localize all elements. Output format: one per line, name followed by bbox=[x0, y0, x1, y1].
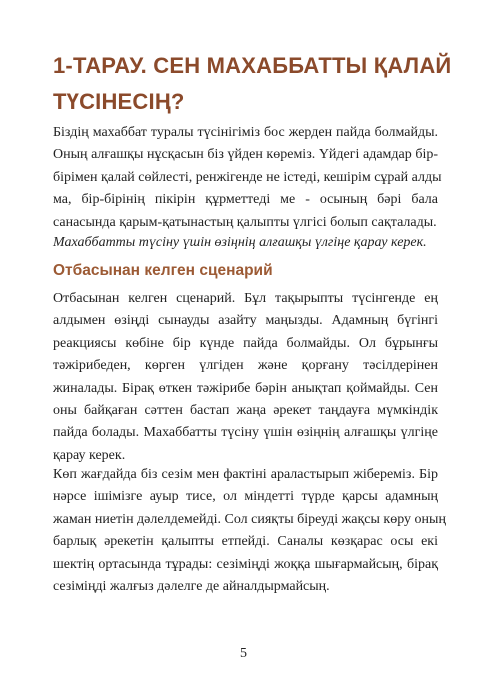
intro-paragraph bbox=[53, 122, 442, 234]
text-line: санасында қарым-қатынастың қалыпты үлгісі болып сақталады. bbox=[53, 214, 437, 230]
text-line: оны байқаған сәттен бастап жаңа әрекет таңдауға мүмкіндік bbox=[53, 403, 438, 419]
text-line: Оның алғашқы нұсқасын біз үйден көреміз. Үйдегі адамдар бір- bbox=[53, 147, 438, 163]
text-line: сезіміңді жалғыз дәлелге де айналдырмайсың. bbox=[53, 579, 330, 595]
text-line: жаман ниетін дәлелдемейді. Сол сияқты біреуді жақсы көру оның bbox=[53, 511, 446, 527]
text-line: бірімен қалай сөйлесті, ренжігенде не істеді, кешірім сұрай алды bbox=[53, 169, 442, 185]
text-line: нәрсе ішімізге ауыр тисе, ол міндетті түрде қарсы адамның bbox=[53, 489, 438, 505]
text-line: жиналады. Бірақ өткен тәжірибе бәрін анықтап қоймайды. Сен bbox=[53, 380, 438, 396]
text-line: тәжірибеден, көрген үлгіден және қорғану тәсілдерінен bbox=[53, 358, 438, 374]
text-line: Махаббатты түсіну үшін өзіңнің алғашқы үлгіңе қарау керек. bbox=[53, 235, 427, 250]
chapter-title bbox=[53, 48, 453, 120]
text-line: Көп жағдайда біз сезім мен фактіні араластырып жібереміз. Бір bbox=[53, 467, 438, 482]
text-line: қарау керек. bbox=[53, 447, 126, 463]
italic-emphasis bbox=[53, 232, 438, 254]
text-line: Отбасынан келген сценарий. Бұл тақырыпты түсінгенде ең bbox=[53, 291, 438, 306]
text-line: алдымен өзіңді сынауды азайту маңызды. Адамның бүгінгі bbox=[53, 313, 438, 329]
page-number: 5 bbox=[240, 646, 247, 661]
text-line: барлық әрекетін қалыпты етпейді. Саналы көзқарас осы екі bbox=[53, 534, 438, 550]
text-line: шектің ортасында тұрады: сезіміңді жоққа шығармайсың, бірақ bbox=[53, 556, 438, 572]
text-line: реакциясы көбіне бір күнде пайда болмайды. Ол бұрынғы bbox=[53, 335, 438, 351]
text-line: пайда болады. Махаббатты түсіну үшін өзіңнің алғашқы үлгіңе bbox=[53, 425, 438, 441]
text-line: Біздің махаббат туралы түсінігіміз бос жерден пайда болмайды. bbox=[53, 125, 438, 140]
chapter-title-line: 1-ТАРАУ. СЕН МАХАББАТТЫ ҚАЛАЙ bbox=[53, 53, 452, 78]
section-heading: Отбасынан келген сценарий bbox=[53, 262, 273, 279]
chapter-title-line: ТҮСІНЕСІҢ? bbox=[53, 89, 185, 114]
closing-paragraph bbox=[53, 464, 446, 598]
section-paragraph bbox=[53, 288, 438, 467]
text-line: ма, бір-бірінің пікірін құрметтеді ме - осының бәрі бала bbox=[53, 192, 438, 208]
